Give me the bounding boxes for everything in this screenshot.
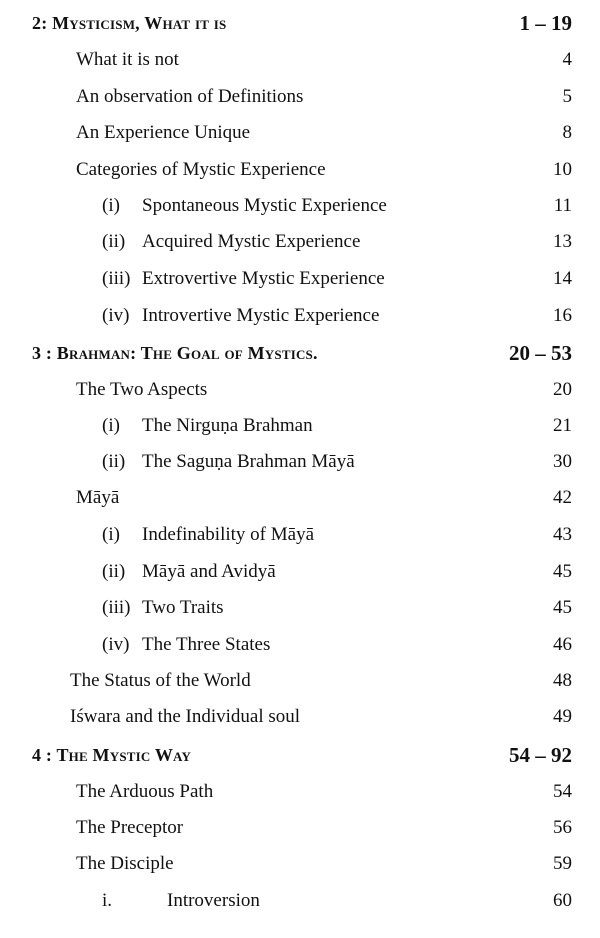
toc-subentry — [0, 301, 600, 331]
toc-label: The Saguṇa Brahman Māyā — [142, 451, 355, 472]
toc-label: Māyā — [76, 487, 120, 508]
toc-page-number: 8 — [562, 122, 572, 143]
toc-entry — [0, 155, 600, 185]
toc-page-number: 42 — [553, 487, 572, 508]
toc-entry — [0, 45, 600, 75]
toc-roman-numeral: i. — [102, 890, 113, 911]
toc-roman-numeral: (iv) — [102, 634, 130, 655]
toc-page-number: 43 — [553, 524, 572, 545]
toc-entry — [0, 702, 600, 732]
toc-page-number: 56 — [553, 817, 572, 838]
toc-label: Two Traits — [142, 597, 224, 618]
toc-subentry — [0, 886, 600, 916]
toc-subentry — [0, 227, 600, 257]
toc-subentry — [0, 593, 600, 623]
toc-page-number: 4 — [562, 49, 572, 70]
toc-label: 4 : The Mystic Way — [32, 745, 192, 765]
toc-label: Extrovertive Mystic Experience — [142, 268, 385, 289]
toc-page-number: 48 — [553, 670, 572, 691]
toc-label: An Experience Unique — [76, 122, 251, 143]
toc-page-range: 1 – 19 — [519, 11, 572, 35]
toc-label: The Arduous Path — [76, 781, 214, 802]
toc-label: 3 : Brahman: The Goal of Mystics. — [32, 343, 318, 363]
toc-label: Introvertive Mystic Experience — [142, 305, 380, 326]
toc-label: Introversion — [167, 890, 260, 911]
toc-entry — [0, 666, 600, 696]
toc-label: Iśwara and the Individual soul — [70, 706, 301, 727]
toc-page-number: 5 — [562, 86, 572, 107]
toc-entry — [0, 82, 600, 112]
toc-label: Categories of Mystic Experience — [76, 159, 326, 180]
toc-label: The Three States — [142, 634, 271, 655]
toc-label: The Nirguṇa Brahman — [142, 415, 313, 436]
toc-chapter-4 — [0, 740, 600, 770]
toc-page-number: 54 — [553, 781, 572, 802]
toc-label: An observation of Definitions — [76, 86, 304, 107]
toc-subentry — [0, 411, 600, 441]
toc-subentry — [0, 557, 600, 587]
toc-roman-numeral: (ii) — [102, 451, 126, 472]
toc-page-number: 20 — [553, 379, 572, 400]
toc-page-number: 13 — [553, 231, 572, 252]
toc-page-number: 49 — [553, 706, 572, 727]
toc-page-range: 20 – 53 — [509, 341, 572, 365]
toc-page-number: 60 — [553, 890, 572, 911]
toc-page-number: 59 — [553, 853, 572, 874]
toc-subentry — [0, 264, 600, 294]
toc-page-number: 21 — [553, 415, 572, 436]
toc-page-number: 10 — [553, 159, 572, 180]
toc-page-number: 45 — [553, 597, 572, 618]
toc-subentry — [0, 447, 600, 477]
toc-entry — [0, 777, 600, 807]
toc-label: The Two Aspects — [76, 379, 208, 400]
toc-chapter-3 — [0, 338, 600, 368]
toc-page-number: 16 — [553, 305, 572, 326]
toc-entry — [0, 849, 600, 879]
toc-entry — [0, 483, 600, 513]
toc-roman-numeral: (i) — [102, 524, 120, 545]
toc-roman-numeral: (ii) — [102, 561, 126, 582]
toc-label: The Status of the World — [70, 670, 251, 691]
toc-page-range: 54 – 92 — [509, 743, 572, 767]
toc-roman-numeral: (i) — [102, 195, 120, 216]
toc-roman-numeral: (i) — [102, 415, 120, 436]
toc-page-number: 46 — [553, 634, 572, 655]
toc-entry — [0, 118, 600, 148]
toc-page-number: 45 — [553, 561, 572, 582]
toc-roman-numeral: (iii) — [102, 268, 131, 289]
toc-label: 2: Mysticism, What it is — [32, 13, 227, 33]
toc-entry — [0, 813, 600, 843]
toc-label: Indefinability of Māyā — [142, 524, 315, 545]
toc-roman-numeral: (ii) — [102, 231, 126, 252]
toc-label: The Preceptor — [76, 817, 184, 838]
toc-entry — [0, 375, 600, 405]
toc-label: What it is not — [76, 49, 179, 70]
toc-subentry — [0, 191, 600, 221]
toc-page-number: 14 — [553, 268, 572, 289]
toc-roman-numeral: (iv) — [102, 305, 130, 326]
toc-page-number: 30 — [553, 451, 572, 472]
toc-label: Spontaneous Mystic Experience — [142, 195, 387, 216]
toc-label: The Disciple — [76, 853, 174, 874]
toc-subentry — [0, 630, 600, 660]
toc-chapter-2 — [0, 8, 600, 38]
toc-roman-numeral: (iii) — [102, 597, 131, 618]
toc-subentry — [0, 520, 600, 550]
toc-label: Acquired Mystic Experience — [142, 231, 361, 252]
toc-label: Māyā and Avidyā — [142, 561, 276, 582]
toc-page-number: 11 — [553, 195, 572, 216]
